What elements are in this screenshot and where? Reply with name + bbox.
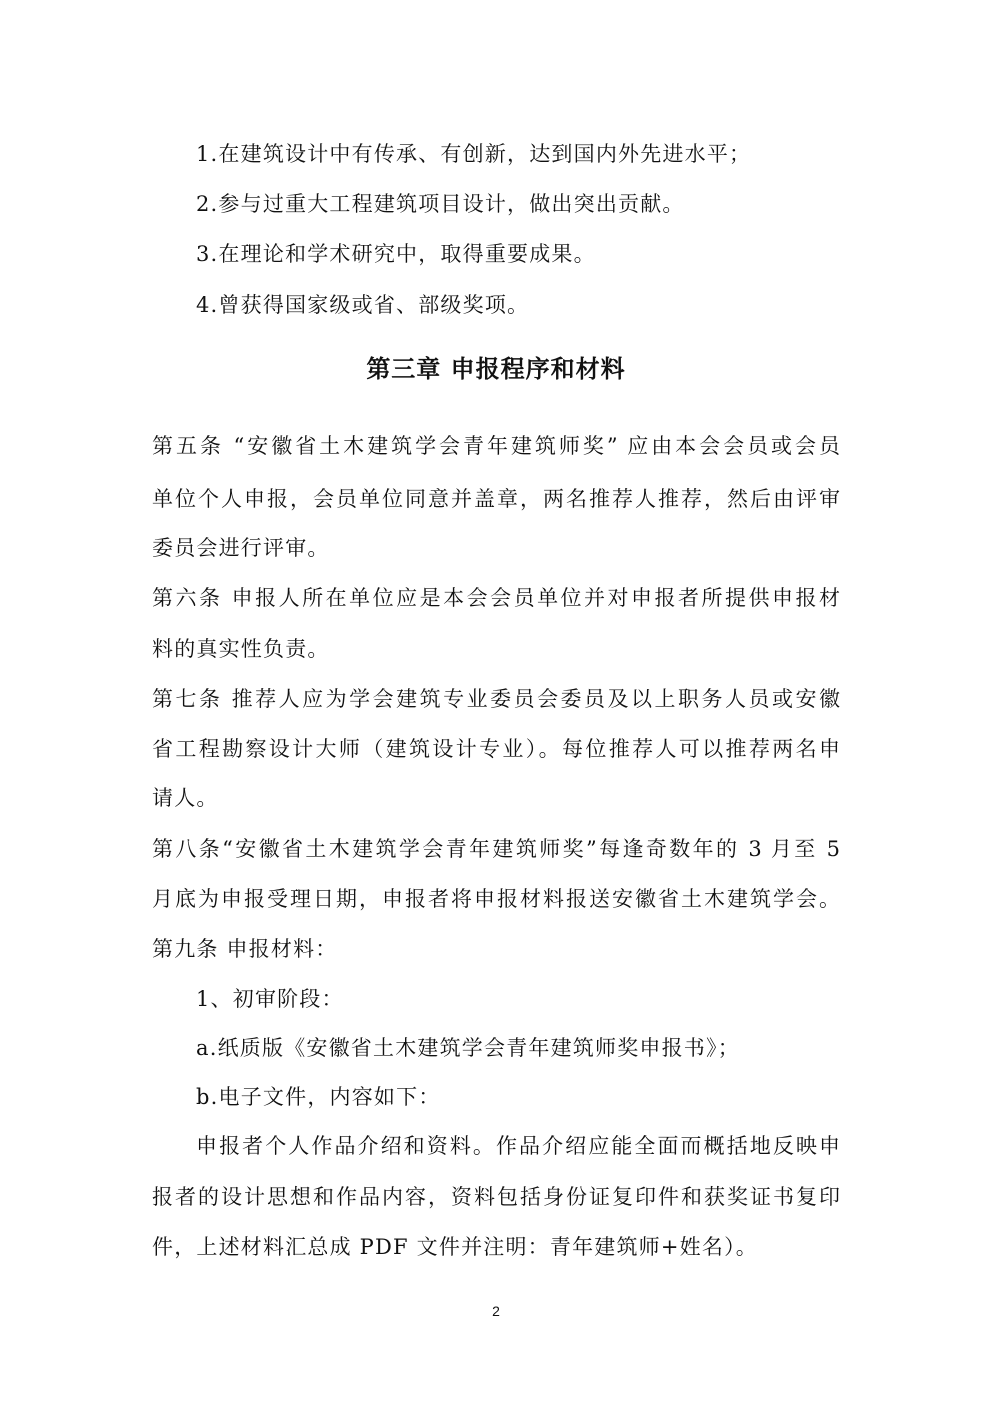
- article-9-heading: 第九条 申报材料：: [152, 937, 338, 961]
- article-7-line-1: 第七条 推荐人应为学会建筑专业委员会委员及以上职务人员或安徽: [152, 687, 840, 711]
- criteria-item-2: 2.参与过重大工程建筑项目设计，做出突出贡献。: [196, 192, 685, 216]
- article-6-line-2: 料的真实性负责。: [152, 637, 330, 661]
- criteria-item-1: 1.在建筑设计中有传承、有创新，达到国内外先进水平；: [196, 142, 752, 166]
- article-8-line-1: 第八条“安徽省土木建筑学会青年建筑师奖”每逢奇数年的 3 月至 5: [152, 837, 840, 861]
- article-5-line-3: 委员会进行评审。: [152, 536, 330, 560]
- article-5-line-1: 第五条 “安徽省土木建筑学会青年建筑师奖” 应由本会会员或会员: [152, 434, 840, 458]
- chapter-title: 第三章 申报程序和材料: [366, 355, 626, 383]
- stage-1-item-b: b.电子文件，内容如下：: [196, 1085, 441, 1109]
- electronic-desc-line-2: 报者的设计思想和作品内容，资料包括身份证复印件和获奖证书复印: [152, 1185, 840, 1209]
- article-7-line-2: 省工程勘察设计大师（建筑设计专业）。每位推荐人可以推荐两名申: [152, 737, 840, 761]
- stage-1-heading: 1、初审阶段：: [196, 987, 344, 1011]
- article-5-line-2: 单位个人申报，会员单位同意并盖章，两名推荐人推荐，然后由评审: [152, 487, 840, 511]
- page-number: 2: [492, 1303, 500, 1319]
- article-6-line-1: 第六条 申报人所在单位应是本会会员单位并对申报者所提供申报材: [152, 586, 840, 610]
- electronic-desc-line-1: 申报者个人作品介绍和资料。作品介绍应能全面而概括地反映申: [196, 1134, 840, 1158]
- stage-1-item-a: a.纸质版《安徽省土木建筑学会青年建筑师奖申报书》；: [196, 1036, 740, 1060]
- article-7-line-3: 请人。: [152, 786, 219, 810]
- criteria-item-4: 4.曾获得国家级或省、部级奖项。: [196, 293, 530, 317]
- criteria-item-3: 3.在理论和学术研究中，取得重要成果。: [196, 242, 596, 266]
- electronic-desc-line-3: 件，上述材料汇总成 PDF 文件并注明：青年建筑师+姓名）。: [152, 1235, 758, 1259]
- article-8-line-2: 月底为申报受理日期，申报者将申报材料报送安徽省土木建筑学会。: [152, 887, 840, 911]
